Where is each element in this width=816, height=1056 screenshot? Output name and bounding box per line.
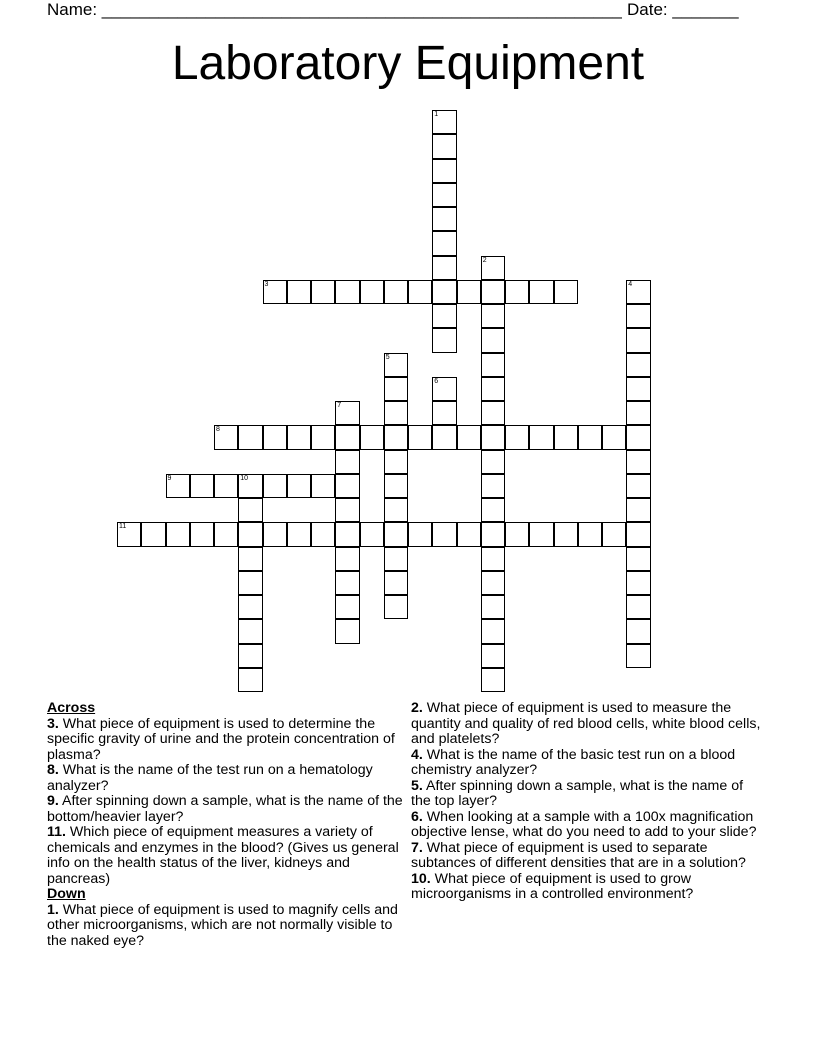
grid-cell[interactable] xyxy=(238,668,262,692)
clue-number: 9. xyxy=(47,793,59,809)
grid-cell[interactable] xyxy=(432,256,456,280)
grid-cell[interactable] xyxy=(238,474,262,498)
grid-cell[interactable] xyxy=(384,425,408,449)
grid-cell[interactable] xyxy=(384,547,408,571)
clue-text: What piece of equipment is used to magnify cells and other microorganisms, which are not normally visible to the naked eye? xyxy=(47,901,398,949)
date-field[interactable] xyxy=(627,0,739,20)
grid-cell[interactable] xyxy=(481,280,505,304)
grid-cell[interactable] xyxy=(141,522,165,546)
grid-cell[interactable] xyxy=(214,425,238,449)
grid-cell[interactable] xyxy=(481,256,505,280)
date-label: Date: xyxy=(627,0,673,19)
clues-right xyxy=(411,701,766,903)
clue xyxy=(47,794,409,825)
grid-cell[interactable] xyxy=(263,425,287,449)
grid-cell[interactable] xyxy=(311,280,335,304)
clue-number: 7. xyxy=(411,839,423,856)
grid-cell[interactable] xyxy=(481,547,505,571)
clue xyxy=(411,748,766,779)
grid-cell[interactable] xyxy=(263,280,287,304)
grid-cell[interactable] xyxy=(626,498,650,522)
grid-cell[interactable] xyxy=(263,522,287,546)
grid-cell[interactable] xyxy=(432,328,456,352)
grid-cell[interactable] xyxy=(457,425,481,449)
clue-text: When looking at a sample with a 100x magnification objective lense, what do you need to add to your slide? xyxy=(411,808,757,840)
grid-cell[interactable] xyxy=(529,522,553,546)
grid-cell[interactable] xyxy=(432,425,456,449)
grid-cell[interactable] xyxy=(335,547,359,571)
grid-cell[interactable] xyxy=(505,280,529,304)
grid-cell[interactable] xyxy=(432,280,456,304)
grid-cell[interactable] xyxy=(238,547,262,571)
grid-cell[interactable] xyxy=(481,377,505,401)
clue-number: 5. xyxy=(411,777,423,794)
grid-cell[interactable] xyxy=(432,207,456,231)
grid-cell[interactable] xyxy=(238,619,262,643)
clue-number: 11. xyxy=(47,824,66,840)
clue-number: 6. xyxy=(411,808,423,825)
grid-cell[interactable] xyxy=(432,159,456,183)
grid-cell[interactable] xyxy=(360,522,384,546)
grid-cell[interactable] xyxy=(602,425,626,449)
grid-cell[interactable] xyxy=(432,231,456,255)
grid-cell[interactable] xyxy=(360,425,384,449)
name-line[interactable]: _______________________________________________________ xyxy=(101,0,622,19)
grid-cell[interactable] xyxy=(432,183,456,207)
clue xyxy=(47,825,409,887)
grid-cell[interactable] xyxy=(481,304,505,328)
clue xyxy=(411,810,766,841)
clue-number: 1. xyxy=(47,901,59,918)
cell-number: 4 xyxy=(628,280,633,288)
grid-cell[interactable] xyxy=(311,474,335,498)
grid-cell[interactable] xyxy=(408,522,432,546)
grid-cell[interactable] xyxy=(117,522,141,546)
grid-cell[interactable] xyxy=(190,474,214,498)
grid-cell[interactable] xyxy=(190,522,214,546)
grid-cell[interactable] xyxy=(626,644,650,668)
grid-cell[interactable] xyxy=(384,474,408,498)
clue xyxy=(411,779,766,810)
grid-cell[interactable] xyxy=(238,644,262,668)
grid-cell[interactable] xyxy=(505,425,529,449)
clue-text: What piece of equipment is used to determine the specific gravity of urine and the protein concentration of plasma? xyxy=(47,715,395,763)
grid-cell[interactable] xyxy=(384,595,408,619)
clue xyxy=(411,701,766,748)
grid-cell[interactable] xyxy=(626,547,650,571)
grid-cell[interactable] xyxy=(214,522,238,546)
clue xyxy=(47,903,409,950)
grid-cell[interactable] xyxy=(335,450,359,474)
grid-cell[interactable] xyxy=(335,425,359,449)
grid-cell[interactable] xyxy=(335,498,359,522)
grid-cell[interactable] xyxy=(287,522,311,546)
grid-cell[interactable] xyxy=(626,571,650,595)
grid-cell[interactable] xyxy=(626,450,650,474)
clues-left xyxy=(47,701,409,949)
grid-cell[interactable] xyxy=(432,134,456,158)
grid-cell[interactable] xyxy=(384,280,408,304)
grid-cell[interactable] xyxy=(335,571,359,595)
grid-cell[interactable] xyxy=(432,110,456,134)
cell-number: 10 xyxy=(240,474,249,482)
grid-cell[interactable] xyxy=(384,450,408,474)
grid-cell[interactable] xyxy=(481,450,505,474)
grid-cell[interactable] xyxy=(311,522,335,546)
grid-cell[interactable] xyxy=(481,425,505,449)
grid-cell[interactable] xyxy=(335,280,359,304)
grid-cell[interactable] xyxy=(384,522,408,546)
down-heading: Down xyxy=(47,886,86,902)
cell-number: 3 xyxy=(264,280,269,288)
clue xyxy=(411,841,766,872)
grid-cell[interactable] xyxy=(287,474,311,498)
grid-cell[interactable] xyxy=(384,377,408,401)
cell-number: 7 xyxy=(337,402,342,409)
grid-cell[interactable] xyxy=(481,644,505,668)
grid-cell[interactable] xyxy=(529,425,553,449)
grid-cell[interactable] xyxy=(626,595,650,619)
grid-cell[interactable] xyxy=(626,328,650,352)
name-label: Name: xyxy=(47,0,102,19)
grid-cell[interactable] xyxy=(166,474,190,498)
cell-number: 1 xyxy=(434,111,439,118)
grid-cell[interactable] xyxy=(626,353,650,377)
grid-cell[interactable] xyxy=(432,401,456,425)
clue-text: After spinning down a sample, what is the name of the top layer? xyxy=(411,777,744,809)
grid-cell[interactable] xyxy=(214,474,238,498)
grid-cell[interactable] xyxy=(432,304,456,328)
grid-cell[interactable] xyxy=(578,425,602,449)
grid-cell[interactable] xyxy=(481,498,505,522)
grid-cell[interactable] xyxy=(554,425,578,449)
clue-text: Which piece of equipment measures a variety of chemicals and enzymes in the blood? (Gives us general info on the health status of the liver, kidneys and pancreas) xyxy=(47,824,399,887)
grid-cell[interactable] xyxy=(481,401,505,425)
grid-cell[interactable] xyxy=(626,401,650,425)
grid-cell[interactable] xyxy=(529,280,553,304)
clue xyxy=(47,763,409,794)
clue-text: After spinning down a sample, what is the name of the bottom/heavier layer? xyxy=(47,793,403,825)
grid-cell[interactable] xyxy=(335,401,359,425)
clue xyxy=(411,872,766,903)
grid-cell[interactable] xyxy=(432,522,456,546)
cell-number: 6 xyxy=(434,377,439,385)
grid-cell[interactable] xyxy=(360,280,384,304)
clue-number: 2. xyxy=(411,700,423,716)
grid-cell[interactable] xyxy=(481,619,505,643)
page-title: Laboratory Equipment xyxy=(171,37,645,90)
grid-cell[interactable] xyxy=(384,401,408,425)
cell-number: 11 xyxy=(119,523,127,531)
cell-number: 8 xyxy=(216,426,220,434)
name-field[interactable] xyxy=(47,0,622,20)
grid-cell[interactable] xyxy=(238,498,262,522)
grid-cell[interactable] xyxy=(238,522,262,546)
grid-cell[interactable] xyxy=(238,571,262,595)
grid-cell[interactable] xyxy=(335,474,359,498)
grid-cell[interactable] xyxy=(578,522,602,546)
clue xyxy=(47,717,409,764)
grid-cell[interactable] xyxy=(384,571,408,595)
grid-cell[interactable] xyxy=(626,280,650,304)
grid-cell[interactable] xyxy=(287,425,311,449)
clue-text: What piece of equipment is used to grow microorganisms in a controlled environment? xyxy=(411,870,694,902)
clue-number: 4. xyxy=(411,746,423,763)
grid-cell[interactable] xyxy=(408,425,432,449)
grid-cell[interactable] xyxy=(263,474,287,498)
grid-cell[interactable] xyxy=(457,522,481,546)
clue-text: What piece of equipment is used to measure the quantity and quality of red blood cells, white blood cells, and platelets? xyxy=(411,700,761,747)
grid-cell[interactable] xyxy=(311,425,335,449)
grid-cell[interactable] xyxy=(238,595,262,619)
grid-cell[interactable] xyxy=(384,353,408,377)
grid-cell[interactable] xyxy=(335,619,359,643)
grid-cell[interactable] xyxy=(481,328,505,352)
grid-cell[interactable] xyxy=(554,280,578,304)
grid-cell[interactable] xyxy=(554,522,578,546)
grid-cell[interactable] xyxy=(384,498,408,522)
across-heading: Across xyxy=(47,700,96,716)
grid-cell[interactable] xyxy=(481,571,505,595)
cell-number: 5 xyxy=(385,353,390,361)
clue-number: 8. xyxy=(47,762,59,778)
clue-text: What is the name of the basic test run on a blood chemistry analyzer? xyxy=(411,746,736,778)
clue-number: 10. xyxy=(411,870,431,887)
grid-cell[interactable] xyxy=(481,474,505,498)
cell-number: 9 xyxy=(167,474,172,482)
grid-cell[interactable] xyxy=(481,522,505,546)
clue-text: What piece of equipment is used to separate subtances of different densities that are in a solution? xyxy=(411,839,746,871)
grid-cell[interactable] xyxy=(602,522,626,546)
grid-cell[interactable] xyxy=(481,668,505,692)
grid-cell[interactable] xyxy=(408,280,432,304)
grid-cell[interactable] xyxy=(626,377,650,401)
grid-cell[interactable] xyxy=(481,353,505,377)
cell-number: 2 xyxy=(482,256,487,264)
grid-cell[interactable] xyxy=(626,474,650,498)
grid-cell[interactable] xyxy=(626,304,650,328)
date-line[interactable]: _______ xyxy=(672,0,739,19)
grid-cell[interactable] xyxy=(481,595,505,619)
clue-number: 3. xyxy=(47,715,59,732)
grid-cell[interactable] xyxy=(335,595,359,619)
grid-cell[interactable] xyxy=(626,522,650,546)
grid-cell[interactable] xyxy=(457,280,481,304)
grid-cell[interactable] xyxy=(505,522,529,546)
grid-cell[interactable] xyxy=(626,619,650,643)
grid-cell[interactable] xyxy=(626,425,650,449)
clue-text: What is the name of the test run on a hematology analyzer? xyxy=(47,762,373,794)
grid-cell[interactable] xyxy=(432,377,456,401)
grid-cell[interactable] xyxy=(166,522,190,546)
grid-cell[interactable] xyxy=(287,280,311,304)
grid-cell[interactable] xyxy=(238,425,262,449)
grid-cell[interactable] xyxy=(335,522,359,546)
